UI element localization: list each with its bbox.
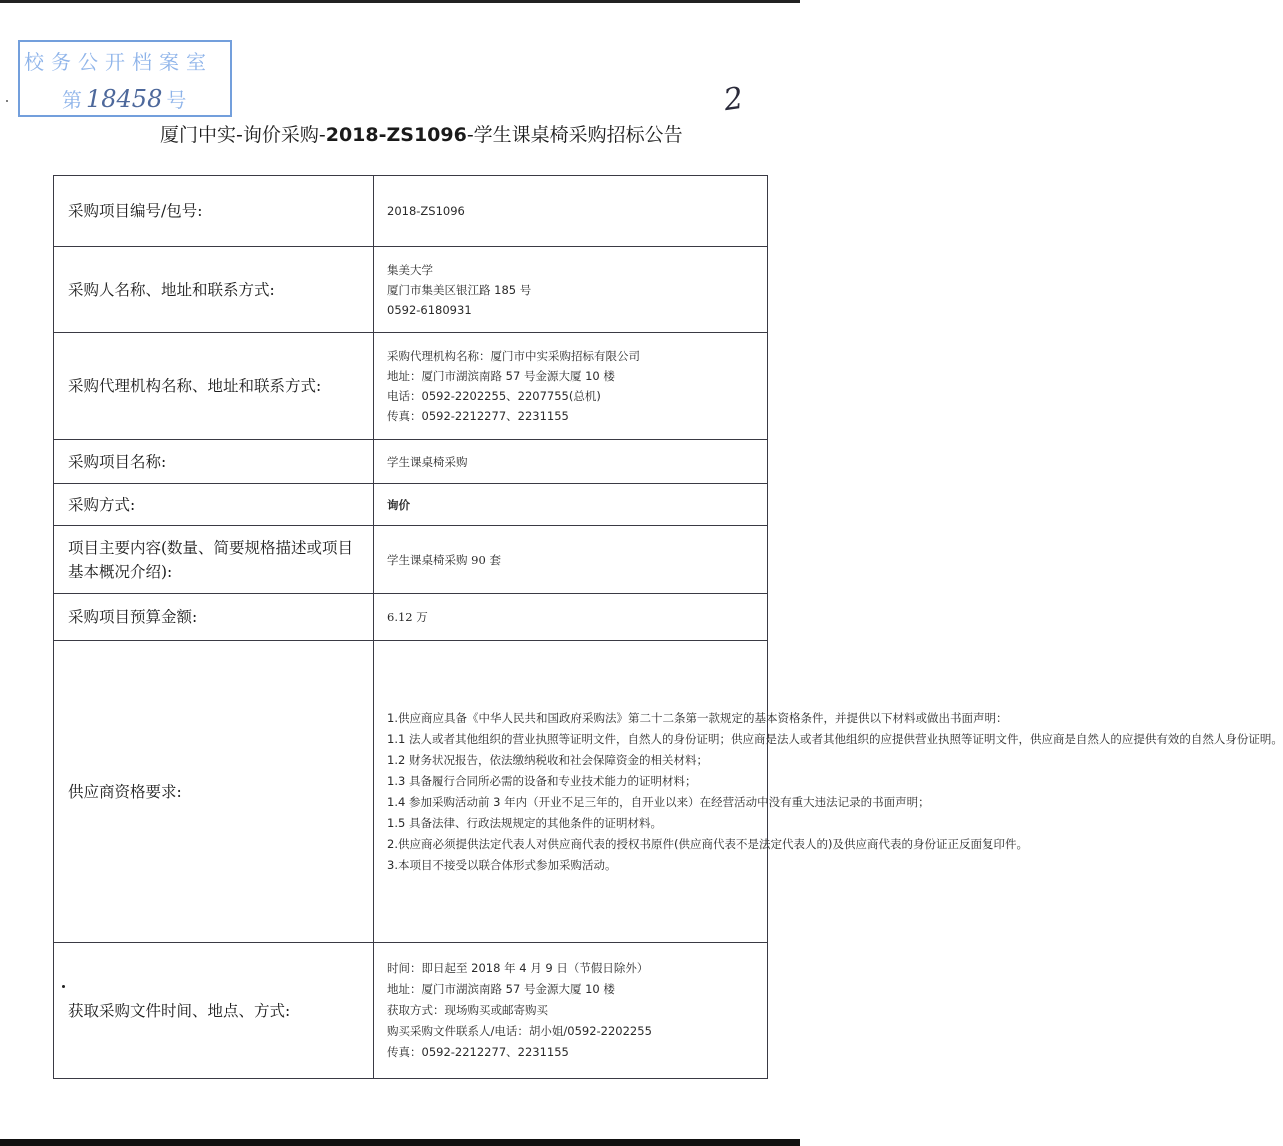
value-line: 1.3 具备履行合同所必需的设备和专业技术能力的证明材料； (387, 773, 697, 788)
value-line: 厦门市集美区银江路 185 号 (387, 282, 532, 297)
stamp-number-line (62, 84, 186, 113)
value-line: 电话：0592-2202255、2207755(总机) (387, 389, 601, 403)
row-label: 供应商资格要求: (54, 641, 374, 943)
scan-top-edge (0, 0, 800, 3)
value-line: 学生课桌椅采购 90 套 (387, 552, 501, 567)
value-line: 1.1 法人或者其他组织的营业执照等证明文件，自然人的身份证明；供应商是法人或者其他组织的应提供营业执照等证明文件，供应商是自然人的应提供有效的自然人身份证明。 (387, 731, 1283, 746)
row-label: 采购代理机构名称、地址和联系方式: (54, 333, 374, 440)
table-row-main-content (54, 526, 768, 594)
value-line: 传真：0592-2212277、2231155 (387, 409, 569, 423)
value-line: 3.本项目不接受以联合体形式参加采购活动。 (387, 857, 617, 872)
scan-speck (62, 985, 65, 988)
title-part1: 厦门中实-询价采购- (160, 124, 326, 146)
row-label: 获取采购文件时间、地点、方式: (54, 943, 374, 1079)
title-part2: -学生课桌椅采购招标公告 (466, 124, 683, 146)
value-line: 6.12 万 (387, 610, 428, 624)
table-row-project-number (54, 176, 768, 247)
row-value (374, 440, 768, 484)
value-line: 学生课桌椅采购 (387, 454, 468, 469)
row-label: 采购项目编号/包号: (54, 176, 374, 247)
handwritten-page-mark: 2 (721, 80, 746, 119)
table-row-obtain-documents (54, 943, 768, 1079)
stamp-prefix: 第 (62, 88, 82, 112)
value-line: 2.供应商必须提供法定代表人对供应商代表的授权书原件(供应商代表不是法定代表人的)及供应商代表的身份证正反面复印件。 (387, 836, 1028, 851)
table-row-qualifications (54, 641, 768, 943)
value-line: 1.4 参加采购活动前 3 年内（开业不足三年的，自开业以来）在经营活动中没有重大违法记录的书面声明； (387, 794, 930, 809)
stamp-title: 校务公开档案室 (24, 50, 213, 74)
value-line: 询价 (387, 497, 410, 512)
scan-bottom-edge (0, 1139, 800, 1146)
row-value (374, 641, 1283, 943)
row-label: 采购项目预算金额: (54, 594, 374, 641)
row-value (374, 594, 768, 641)
value-line: 1.5 具备法律、行政法规规定的其他条件的证明材料。 (387, 815, 662, 830)
row-value (374, 176, 768, 247)
page-title (160, 120, 683, 147)
value-line: 获取方式：现场购买或邮寄购买 (387, 1003, 548, 1017)
row-value (374, 943, 768, 1079)
value-line: 集美大学 (387, 262, 433, 277)
row-label: 采购人名称、地址和联系方式: (54, 247, 374, 333)
row-value (374, 333, 768, 440)
announcement-table (53, 175, 1283, 1079)
stamp-handwritten-number: 18458 (86, 85, 163, 113)
value-line: 0592-6180931 (387, 302, 472, 317)
table-row-method (54, 484, 768, 526)
value-line: 时间：即日起至 2018 年 4 月 9 日（节假日除外） (387, 961, 649, 975)
value-line: 地址：厦门市湖滨南路 57 号金源大厦 10 楼 (387, 369, 615, 383)
stamp-suffix: 号 (166, 88, 187, 112)
title-code: 2018-ZS1096 (325, 124, 467, 146)
value-line: 传真：0592-2212277、2231155 (387, 1045, 569, 1059)
value-line: 购买采购文件联系人/电话：胡小姐/0592-2202255 (387, 1024, 652, 1038)
value-line: 2018-ZS1096 (387, 204, 465, 218)
scan-speck (6, 100, 8, 102)
row-value (374, 247, 768, 333)
table-row-agency (54, 333, 768, 440)
value-line: 采购代理机构名称：厦门市中实采购招标有限公司 (387, 349, 640, 363)
value-line: 1.供应商应具备《中华人民共和国政府采购法》第二十二条第一款规定的基本资格条件，并提供以下材料或做出书面声明： (387, 710, 1008, 725)
row-label: 采购项目名称: (54, 440, 374, 484)
row-value (374, 526, 768, 594)
archive-stamp (18, 40, 232, 117)
row-label: 项目主要内容(数量、简要规格描述或项目基本概况介绍): (54, 526, 374, 594)
row-value (374, 484, 768, 526)
table-row-purchaser (54, 247, 768, 333)
row-label: 采购方式: (54, 484, 374, 526)
value-line: 地址：厦门市湖滨南路 57 号金源大厦 10 楼 (387, 982, 615, 996)
table-row-budget (54, 594, 768, 641)
table-row-project-name (54, 440, 768, 484)
value-line: 1.2 财务状况报告，依法缴纳税收和社会保障资金的相关材料； (387, 752, 708, 767)
